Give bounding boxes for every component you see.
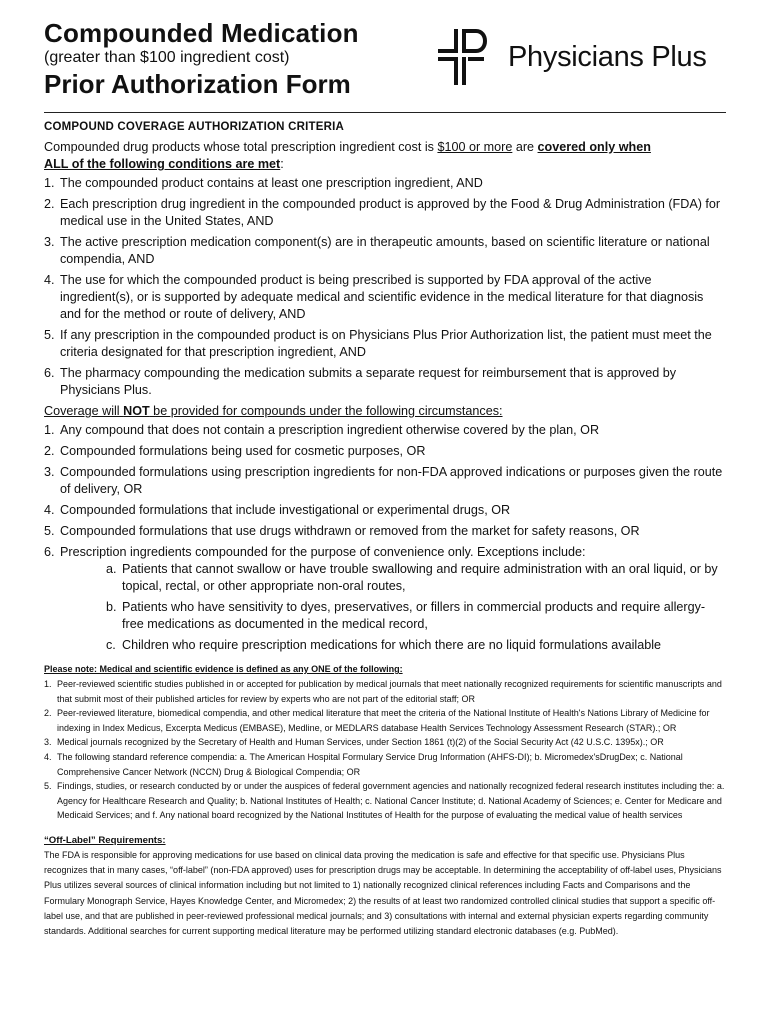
- list-item: [44, 422, 726, 439]
- criteria-section: [44, 139, 726, 654]
- exceptions-list: [60, 561, 726, 654]
- criteria-list: [44, 175, 726, 399]
- list-item: [44, 750, 726, 779]
- item-text: Peer-reviewed scientific studies published in or accepted for publication by medical journals that meet nationally recognized requirements for scientific manuscripts and that submit most of their published articles for review by experts who are not part of the editorial staff; OR: [57, 679, 722, 704]
- item-number: 1.: [44, 423, 55, 437]
- item-number: 4.: [44, 503, 55, 517]
- intro-amount: $100 or more: [437, 140, 513, 154]
- list-item: [44, 706, 726, 735]
- item-number: 5.: [44, 781, 52, 792]
- list-item: [44, 327, 726, 361]
- list-item: [44, 443, 726, 460]
- item-text: Findings, studies, or research conducted by or under the auspices of federal government agencies and nationally recognized federal research institutes including the: a. Agency for Healthcare Research and Quality; b. National Institutes of Health; c. National Cancer Institute; d. National Academy of Sciences; e. Center for Medicare and Medicaid Services; and f. Any national board recognized by the National Institutes of Health for the purpose of evaluating the medical value of health services: [57, 781, 725, 821]
- item-text: Patients that cannot swallow or have trouble swallowing and require administration with an oral liquid, or by topical, rectal, or other appropriate non-oral routes,: [122, 562, 718, 593]
- item-number: 3.: [44, 235, 55, 249]
- list-item: [44, 523, 726, 540]
- evidence-heading: Please note: Medical and scientific evidence is defined as any ONE of the following:: [44, 664, 403, 674]
- item-text: The following standard reference compendia: a. The American Hospital Formulary Service Drug Information (AHFS-DI); b. Micromedex'sDrugDex; c. National Comprehensive Cancer Network (NCCN) Drug & Biological Compendia; OR: [57, 751, 683, 777]
- item-text: Compounded formulations that use drugs withdrawn or removed from the market for safety reasons, OR: [60, 524, 640, 538]
- item-number: 6.: [44, 366, 55, 380]
- header-divider: [44, 112, 726, 113]
- list-item: [44, 779, 726, 823]
- list-item: [44, 502, 726, 519]
- list-item: [44, 735, 726, 750]
- form-header: [44, 18, 726, 104]
- item-number: 1.: [44, 679, 52, 689]
- item-number: 2.: [44, 444, 55, 458]
- list-item: [44, 175, 726, 192]
- physicians-plus-cross-logo-icon: [436, 25, 500, 89]
- item-text: Patients who have sensitivity to dyes, preservatives, or fillers in commercial products and require allergy-free medications as documented in the medical record,: [122, 600, 706, 631]
- item-number: 4.: [44, 751, 52, 762]
- list-item: [44, 234, 726, 268]
- item-number: 5.: [44, 524, 55, 538]
- item-letter: c.: [106, 638, 116, 652]
- brand-name: Physicians Plus: [508, 40, 707, 73]
- item-text: The active prescription medication component(s) are in therapeutic amounts, based on scientific literature or national compendia, AND: [60, 235, 710, 266]
- form-subtitle: (greater than $100 ingredient cost): [44, 49, 290, 66]
- intro-pre: Compounded drug products whose total prescription ingredient cost is: [44, 140, 438, 154]
- intro-covered: covered only when: [537, 140, 651, 154]
- item-number: 2.: [44, 197, 55, 211]
- list-item: [106, 637, 726, 654]
- evidence-list: [44, 677, 726, 823]
- item-number: 3.: [44, 465, 55, 479]
- item-number: 1.: [44, 176, 55, 190]
- form-title: Compounded Medication: [44, 18, 359, 48]
- intro-mid: are: [512, 140, 538, 154]
- brand-logo: [436, 22, 726, 92]
- not-head-post: be provided for compounds under the following circumstances:: [149, 404, 503, 418]
- item-text: Medical journals recognized by the Secretary of Health and Human Services, under Section 1861 (t)(2) of the Social Security Act (42 U.S.C. 1395x).; OR: [57, 737, 664, 748]
- item-number: 5.: [44, 328, 55, 342]
- list-item: [44, 196, 726, 230]
- form-type-title: Prior Authorization Form: [44, 69, 351, 99]
- off-label-text: The FDA is responsible for approving medications for use based on clinical data proving the medication is safe and effective for that specific use. Physicians Plus recognizes that in many cases, “off-label” (non-FDA approved) uses for prescription drugs may be acceptable. In determining the acceptability of off-label uses, Physicians Plus utilizes several sources of clinical information including but not limited to 1) nationally recognized clinical references including Facts and Comparisons and the Formulary Monograph Service, Hayes Knowledge Center, and Micromedex; 2) the results of at least two randomized controlled clinical studies that support a specific off-label use, and that are published in peer-reviewed professional medical journals; and 3) consultations with internal and external physician experts regarding community standards. Additional searches for current supporting medical literature may be performed utilizing standard electronic databases (e.g. PubMed).: [44, 849, 722, 936]
- list-item: [44, 464, 726, 498]
- not-covered-heading: [44, 403, 726, 420]
- intro-conditions: ALL of the following conditions are met: [44, 157, 281, 171]
- item-letter: a.: [106, 562, 117, 576]
- item-text: The pharmacy compounding the medication submits a separate request for reimbursement that is approved by Physicians Plus.: [60, 366, 677, 397]
- list-item: [44, 677, 726, 706]
- criteria-heading: COMPOUND COVERAGE AUTHORIZATION CRITERIA: [44, 121, 344, 133]
- item-text: Compounded formulations being used for cosmetic purposes, OR: [60, 444, 426, 458]
- list-item: [44, 544, 726, 654]
- item-number: 2.: [44, 708, 52, 719]
- off-label-heading: “Off-Label” Requirements:: [44, 834, 166, 846]
- intro-post: :: [280, 157, 284, 171]
- item-text: Compounded formulations that include investigational or experimental drugs, OR: [60, 503, 511, 517]
- item-text: If any prescription in the compounded product is on Physicians Plus Prior Authorization list, the patient must meet the criteria designated for that prescription ingredient, AND: [60, 328, 712, 359]
- item-number: 4.: [44, 273, 55, 287]
- item-text: Compounded formulations using prescription ingredients for non-FDA approved indications or purposes given the route of delivery, OR: [60, 465, 723, 496]
- item-text: Prescription ingredients compounded for the purpose of convenience only. Exceptions include:: [60, 545, 586, 559]
- item-number: 6.: [44, 545, 55, 559]
- list-item: [106, 599, 726, 633]
- item-text: Children who require prescription medications for which there are no liquid formulations available: [122, 638, 662, 652]
- item-text: The use for which the compounded product is being prescribed is supported by FDA approval of the active ingredient(s), or is supported by adequate medical and scientific evidence in the medical literature for that diagnosis and for the method or route of delivery, AND: [60, 273, 704, 321]
- not-head-not: NOT: [123, 404, 150, 418]
- item-text: Each prescription drug ingredient in the compounded product is approved by the Food & Drug Administration (FDA) for medical use in the United States, AND: [60, 197, 721, 228]
- item-letter: b.: [106, 600, 117, 614]
- item-text: Peer-reviewed literature, biomedical compendia, and other medical literature that meet the criteria of the National Institute of Health's Nations Library of Medicine for indexing in Index Medicus, Excerpta Medicus (EMBASE), Medline, or MEDLARS database Health Services Technology Assessment Research (STAR).; OR: [57, 708, 710, 733]
- list-item: [44, 365, 726, 399]
- not-head-pre: Coverage will: [44, 404, 124, 418]
- item-text: Any compound that does not contain a prescription ingredient otherwise covered by the plan, OR: [60, 423, 600, 437]
- item-text: The compounded product contains at least one prescription ingredient, AND: [60, 176, 483, 190]
- not-covered-list: [44, 422, 726, 654]
- item-number: 3.: [44, 737, 52, 748]
- list-item: [106, 561, 726, 595]
- criteria-intro: [44, 139, 726, 173]
- list-item: [44, 272, 726, 323]
